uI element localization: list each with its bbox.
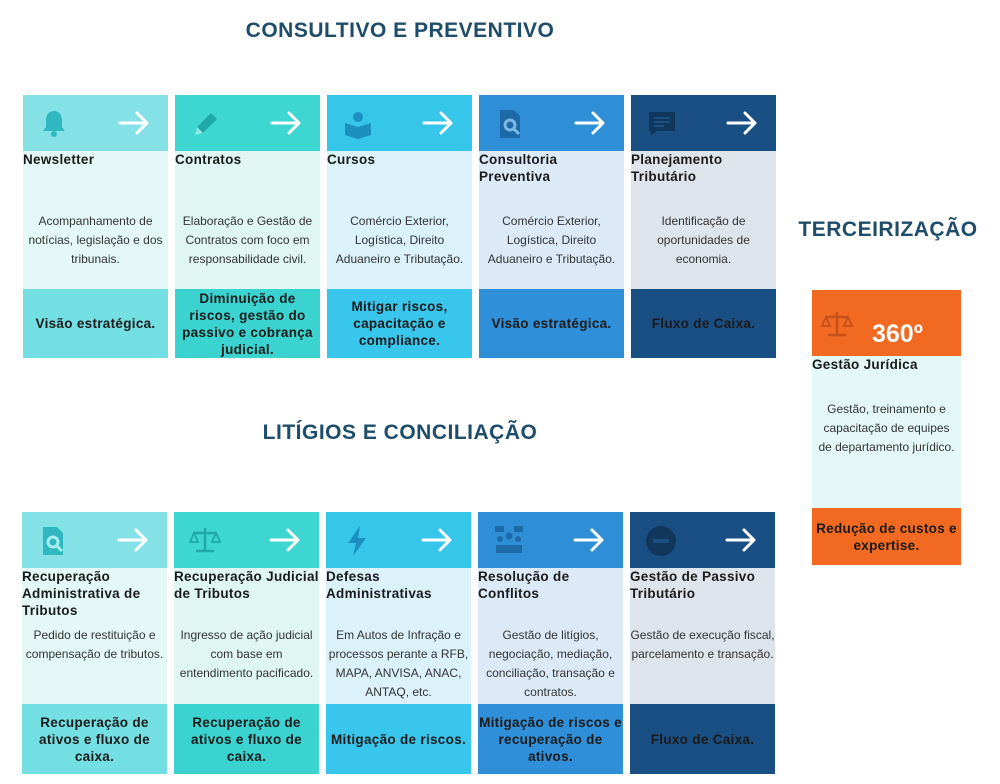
card-header — [175, 95, 320, 151]
card-header — [22, 512, 167, 568]
consultivo-card-cursos — [327, 95, 472, 348]
card-footer: Mitigar riscos, capacitação e compliance. — [327, 289, 472, 358]
card-header — [479, 95, 624, 151]
litigios-card-gestao-passivo — [630, 512, 775, 747]
card-header — [478, 512, 623, 568]
bell-icon — [37, 107, 71, 141]
card-footer: Recuperação de ativos e fluxo de caixa. — [22, 704, 167, 774]
card-title: Contratos — [175, 152, 242, 167]
litigios-card-recuperacao-administrativa — [22, 512, 167, 764]
card-header — [812, 290, 961, 356]
arrow-right-icon — [725, 526, 759, 554]
arrow-right-icon — [117, 526, 151, 554]
card-title: Gestão Jurídica — [812, 357, 918, 372]
minus-circle-icon — [644, 524, 678, 558]
card-body — [175, 151, 320, 289]
meeting-icon — [492, 524, 526, 558]
card-footer: Visão estratégica. — [23, 289, 168, 358]
document-search-icon — [493, 107, 527, 141]
card-description: Elaboração e Gestão de Contratos com foco em responsabilidade civil. — [182, 214, 313, 266]
card-description: Comércio Exterior, Logística, Direito Aduaneiro e Tributação. — [487, 214, 616, 266]
arrow-right-icon — [422, 109, 456, 137]
terceirizacao-card — [812, 290, 961, 553]
consultivo-card-newsletter — [23, 95, 168, 331]
card-footer: Fluxo de Caixa. — [630, 704, 775, 774]
card-body — [631, 151, 776, 289]
litigios-card-defesas — [326, 512, 471, 747]
section-title-consultivo: CONSULTIVO E PREVENTIVO — [245, 19, 555, 42]
card-description: Acompanhamento de notícias, legislação e dos tribunais. — [28, 214, 163, 266]
card-description: Pedido de restituição e compensação de tributos. — [25, 628, 164, 661]
document-search-icon — [36, 524, 70, 558]
card-header — [174, 512, 319, 568]
card-footer: Redução de custos e expertise. — [812, 508, 961, 565]
card-title: Gestão de Passivo Tributário — [630, 569, 756, 601]
card-body — [174, 568, 319, 704]
card-title: Resolução de Conflitos — [478, 569, 570, 601]
card-description: Comércio Exterior, Logística, Direito Aduaneiro e Tributação. — [335, 214, 464, 266]
card-header — [630, 512, 775, 568]
card-footer: Recuperação de ativos e fluxo de caixa. — [174, 704, 319, 774]
card-body — [327, 151, 472, 289]
card-footer: Visão estratégica. — [479, 289, 624, 358]
card-title: Defesas Administrativas — [326, 569, 432, 601]
card-body — [326, 568, 471, 704]
consultivo-card-planejamento — [631, 95, 776, 331]
card-title: Recuperação Judicial de Tributos — [174, 569, 319, 601]
pencil-icon — [189, 107, 223, 141]
arrow-right-icon — [269, 526, 303, 554]
card-title: Recuperação Administrativa de Tributos — [22, 569, 141, 618]
card-description: Ingresso de ação judicial com base em entendimento pacificado. — [179, 628, 314, 680]
card-title: Planejamento Tributário — [631, 152, 723, 184]
card-header — [326, 512, 471, 568]
scales-icon — [188, 524, 222, 558]
card-description: Gestão de execução fiscal, parcelamento e transação. — [630, 628, 775, 661]
card-description: Gestão, treinamento e capacitação de equipes de departamento jurídico. — [818, 402, 955, 454]
card-title: Newsletter — [23, 152, 95, 167]
section-title-litigios: LITÍGIOS E CONCILIAÇÃO — [262, 421, 538, 444]
litigios-card-recuperacao-judicial — [174, 512, 319, 764]
card-description: Identificação de oportunidades de economia. — [657, 214, 750, 266]
arrow-right-icon — [270, 109, 304, 137]
scales-icon — [820, 308, 854, 342]
card-footer: Mitigação de riscos. — [326, 704, 471, 774]
card-footer: Mitigação de riscos e recuperação de ativos. — [478, 704, 623, 774]
arrow-right-icon — [573, 526, 607, 554]
litigios-card-resolucao — [478, 512, 623, 764]
lightning-icon — [340, 524, 374, 558]
card-body — [23, 151, 168, 289]
section-title-terceirizacao: TERCEIRIZAÇÃO — [798, 218, 978, 241]
arrow-right-icon — [726, 109, 760, 137]
arrow-right-icon — [574, 109, 608, 137]
consultivo-card-contratos — [175, 95, 320, 357]
consultivo-card-consultoria — [479, 95, 624, 331]
card-description: Gestão de litígios, negociação, mediação, conciliação, transação e contratos. — [486, 628, 615, 699]
card-description: Em Autos de Infração e processos perante a RFB, MAPA, ANVISA, ANAC, ANTAQ, etc. — [328, 628, 469, 699]
card-footer: Diminuição de riscos, gestão do passivo e cobrança judicial. — [175, 289, 320, 358]
card-title: Consultoria Preventiva — [479, 152, 558, 184]
card-body — [22, 568, 167, 704]
card-body — [478, 568, 623, 704]
arrow-right-icon — [118, 109, 152, 137]
chat-icon — [645, 107, 679, 141]
card-title: Cursos — [327, 152, 376, 167]
card-header — [631, 95, 776, 151]
card-body — [630, 568, 775, 704]
card-footer: Fluxo de Caixa. — [631, 289, 776, 358]
book-reader-icon — [341, 107, 375, 141]
badge-360: 360º — [872, 320, 923, 348]
card-header — [327, 95, 472, 151]
card-body — [812, 356, 961, 508]
card-body — [479, 151, 624, 289]
card-header — [23, 95, 168, 151]
arrow-right-icon — [421, 526, 455, 554]
